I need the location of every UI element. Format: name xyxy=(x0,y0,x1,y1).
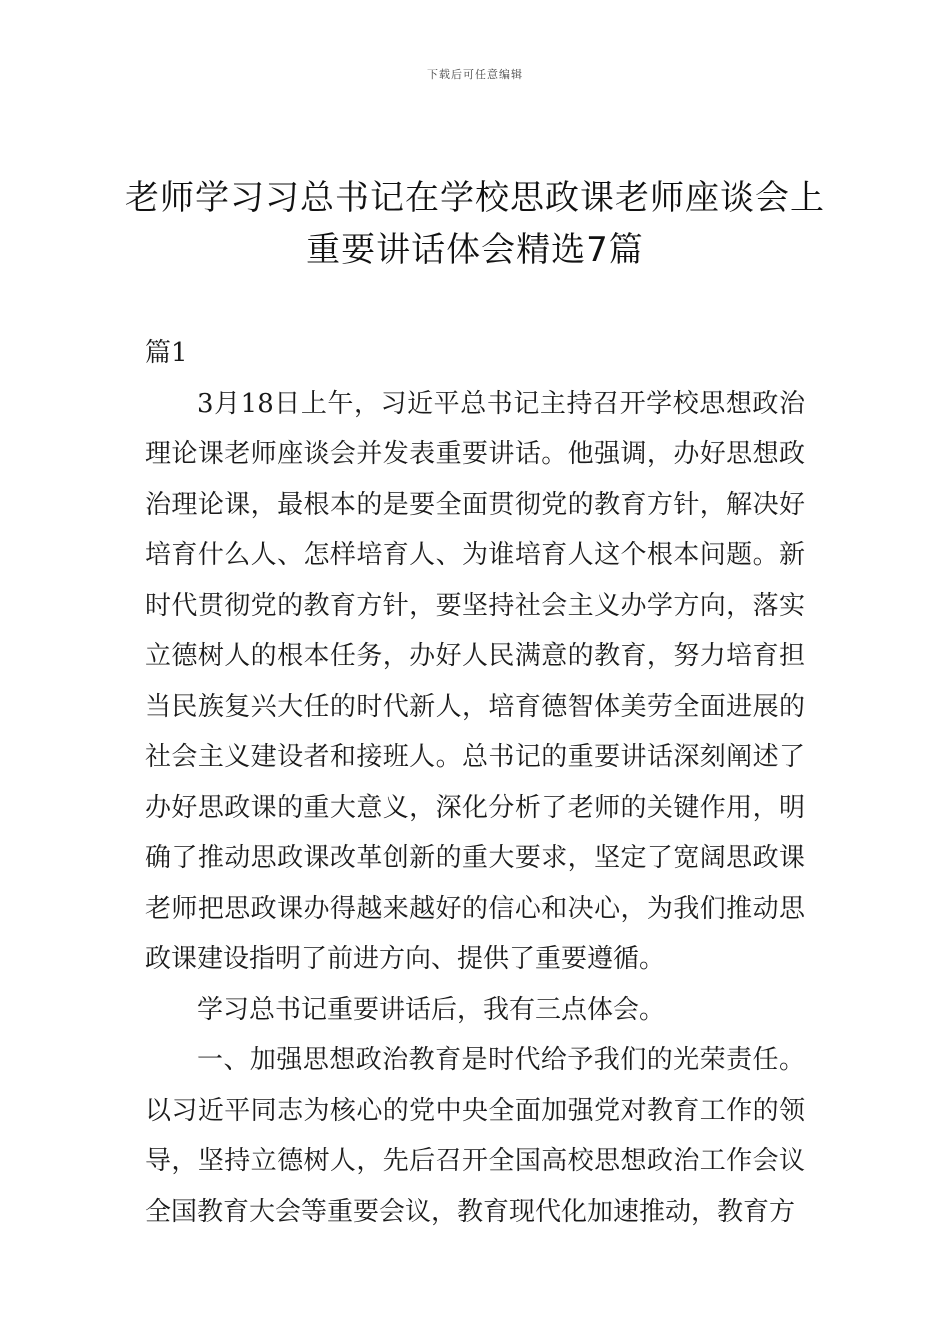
paragraph: 3月18日上午，习近平总书记主持召开学校思想政治理论课老师座谈会并发表重要讲话。他强调，办好思想政治理论课，最根本的是要全面贯彻党的教育方针，解决好培育什么人、怎样培育人、为谁培育人这个根本问题。新时代贯彻党的教育方针，要坚持社会主义办学方向，落实立德树人的根本任务，办好人民满意的教育，努力培育担当民族复兴大任的时代新人，培育德智体美劳全面进展的社会主义建设者和接班人。总书记的重要讲话深刻阐述了办好思政课的重大意义，深化分析了老师的关键作用，明确了推动思政课改革创新的重大要求，坚定了宽阔思政课老师把思政课办得越来越好的信心和决心，为我们推动思政课建设指明了前进方向、提供了重要遵循。 xyxy=(145,388,805,974)
document-title: 老师学习习总书记在学校思政课老师座谈会上重要讲话体会精选7篇 xyxy=(125,178,825,270)
document-body xyxy=(145,328,805,1237)
paragraph: 一、加强思想政治教育是时代给予我们的光荣责任。以习近平同志为核心的党中央全面加强党对教育工作的领导，坚持立德树人，先后召开全国高校思想政治工作会议全国教育大会等重要会议，教育现代化加速推动，教育方 xyxy=(145,1045,805,1227)
section-label: 篇1 xyxy=(145,338,188,368)
paragraph: 学习总书记重要讲话后，我有三点体会。 xyxy=(197,994,666,1025)
header-note: 下载后可任意编辑 xyxy=(427,68,523,81)
